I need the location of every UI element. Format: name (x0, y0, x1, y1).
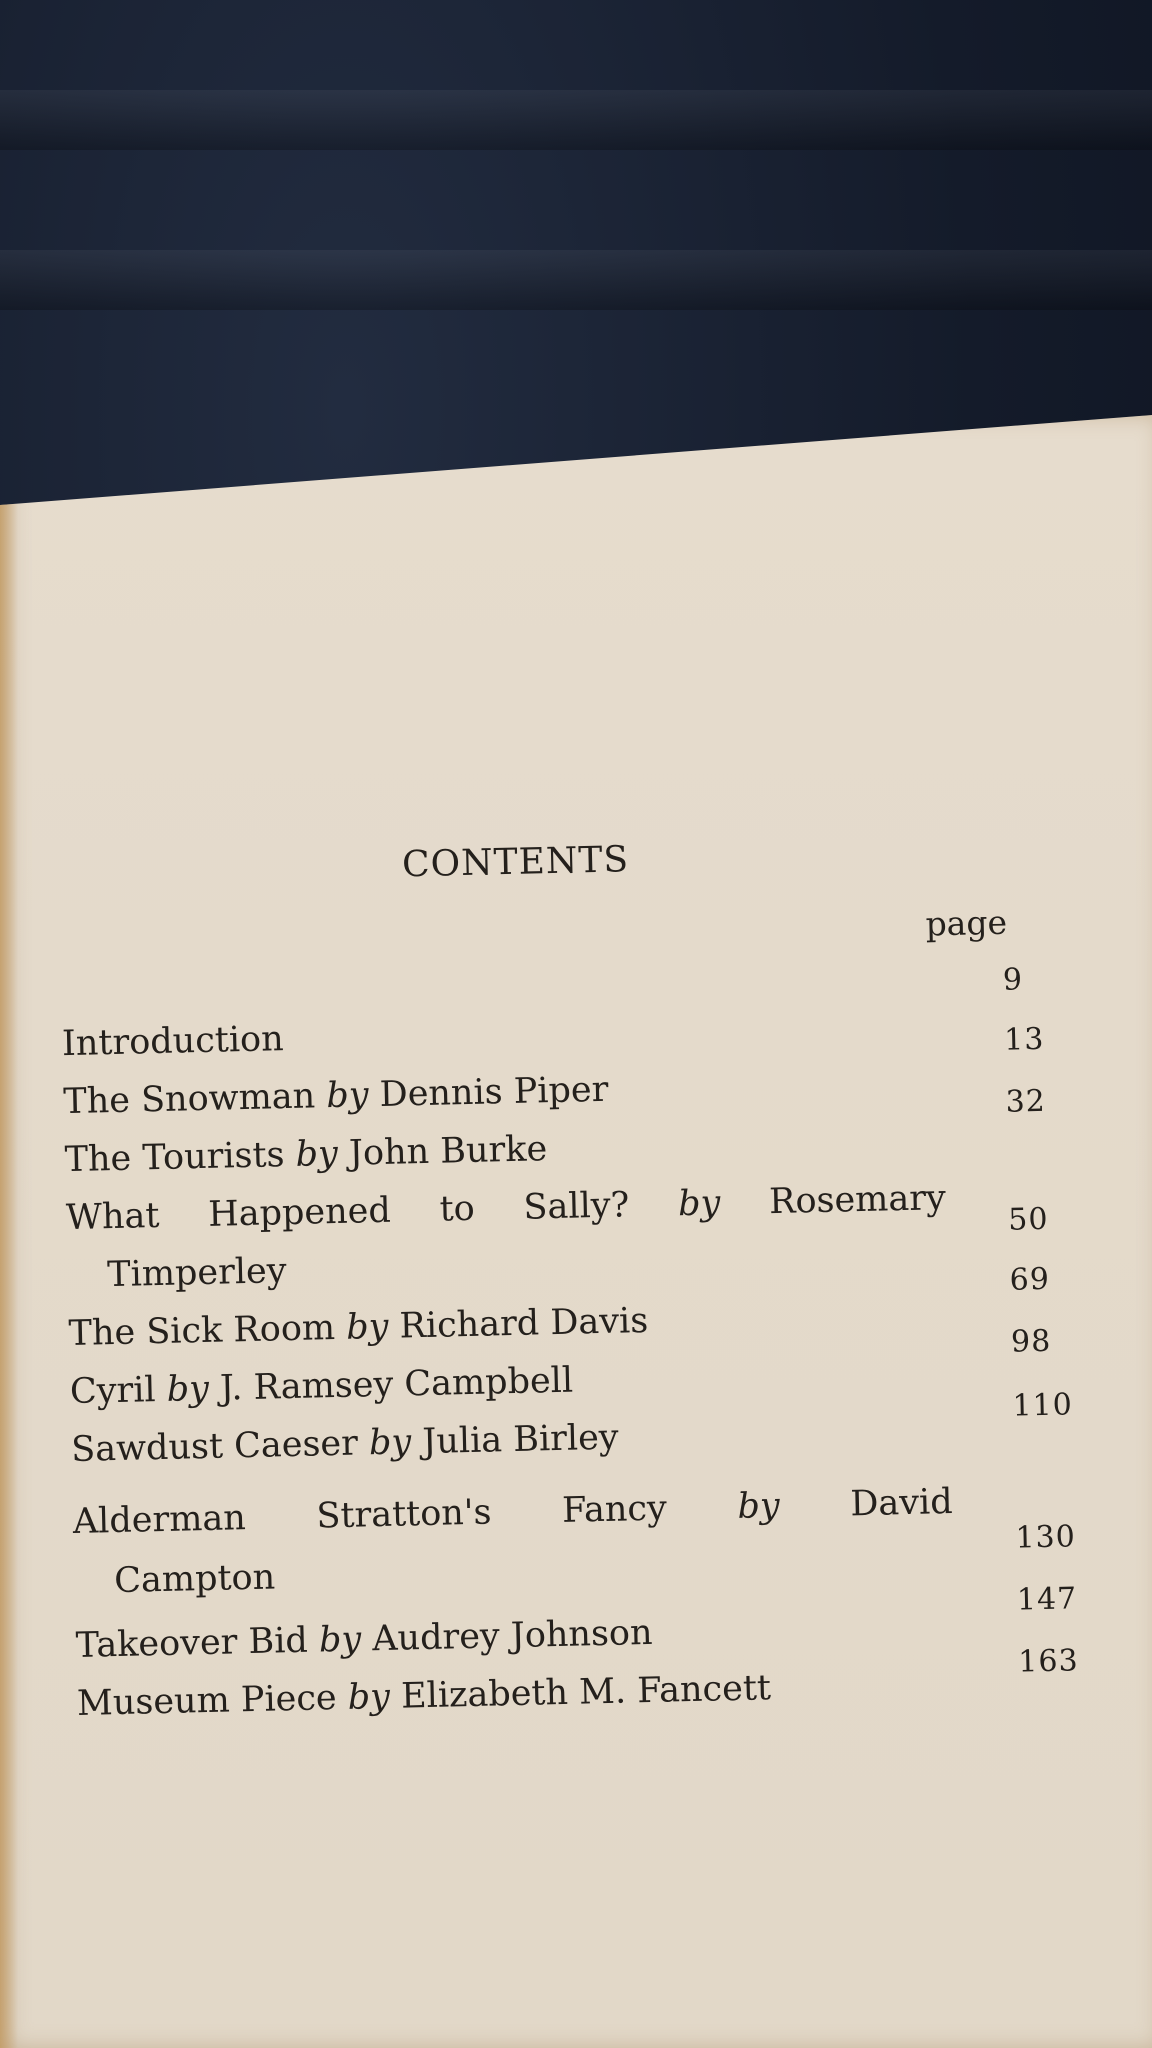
entry-title: Museum Piece (76, 1678, 338, 1724)
page-number: 130 (1015, 1519, 1077, 1556)
entry-title-word: Stratton's (316, 1492, 492, 1537)
entry-author: J. Ramsey Campbell (219, 1360, 574, 1409)
by-word: by (166, 1368, 210, 1410)
page-column-label: page (925, 902, 1008, 944)
entry-title-word: Fancy (561, 1488, 668, 1531)
by-word: by (295, 1133, 339, 1175)
entry-title: The Snowman (62, 1076, 316, 1123)
entry-author: Dennis Piper (379, 1069, 609, 1115)
entry-author: David (849, 1482, 954, 1525)
page-number: 69 (1009, 1261, 1051, 1298)
toc-entry (72, 1482, 953, 1542)
entry-author-continued: Campton (113, 1557, 276, 1602)
by-word: by (368, 1422, 412, 1464)
by-word: by (677, 1183, 721, 1225)
entry-title: Sawdust Caeser (70, 1423, 359, 1471)
page-number: 163 (1017, 1643, 1079, 1680)
entry-author-continued: Timperley (106, 1251, 287, 1296)
entry-author: John Burke (348, 1129, 548, 1174)
page-number: 9 (1002, 962, 1024, 998)
by-word: by (325, 1075, 369, 1117)
entry-author: Elizabeth M. Fancett (400, 1668, 772, 1717)
entry-author: Julia Birley (421, 1417, 620, 1463)
toc-entry (62, 1019, 285, 1064)
toc-entry (77, 1668, 772, 1724)
toc-entry (68, 1301, 648, 1354)
toc-entry (71, 1418, 619, 1470)
by-word: by (737, 1485, 781, 1527)
entry-title-word: What (65, 1195, 160, 1239)
entry-title-word: Sally? (523, 1185, 630, 1228)
toc-entry (75, 1613, 653, 1666)
entry-title-word: Happened (207, 1190, 392, 1235)
by-word: by (318, 1619, 362, 1661)
entry-author: Audrey Johnson (371, 1612, 653, 1660)
entry-title: The Sick Room (68, 1308, 336, 1355)
contents-title: CONTENTS (401, 839, 630, 886)
entry-title-word: Alderman (72, 1498, 247, 1543)
entry-title: Introduction (61, 1019, 285, 1065)
entry-title: The Tourists (64, 1135, 285, 1181)
toc-entry (66, 1178, 947, 1238)
by-word: by (347, 1676, 391, 1718)
toc-entry (64, 1129, 547, 1180)
toc-entry (69, 1361, 573, 1412)
page-number: 98 (1010, 1323, 1052, 1360)
entry-author: Richard Davis (399, 1300, 649, 1347)
page-number: 110 (1012, 1387, 1074, 1424)
by-word: by (345, 1306, 389, 1348)
page-number: 13 (1003, 1021, 1045, 1058)
entry-author: Rosemary (768, 1178, 947, 1223)
page-number: 50 (1007, 1201, 1049, 1238)
page-number: 32 (1005, 1083, 1047, 1120)
entry-title: Cyril (69, 1370, 157, 1413)
entry-title: Takeover Bid (75, 1620, 309, 1666)
toc-entry (63, 1070, 609, 1122)
entry-title-word: to (439, 1188, 476, 1230)
page-number: 147 (1016, 1581, 1078, 1618)
